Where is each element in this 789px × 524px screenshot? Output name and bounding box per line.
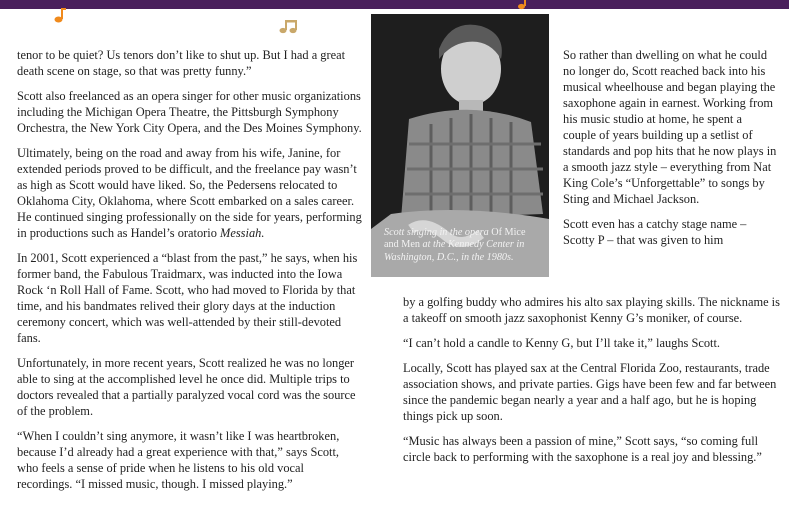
right-column [563,47,777,248]
paragraph: Scott also freelanced as an opera singer for other music organizations including the Michigan Opera Theatre, the Pittsburgh Symphony Orchestra, the New York City Opera, and the Des Moines Symphony. [17,89,362,135]
paragraph: tenor to be quiet? Us tenors don’t like to shut up. But I had a great death scene on stage, so that was pretty funny.” [17,48,346,78]
paragraph: by a golfing buddy who admires his alto sax playing skills. The nickname is a takeoff on smooth jazz saxophonist Kenny G’s moniker, of course. [403,295,780,325]
photo-caption [384,227,542,265]
performance-photo [371,14,549,277]
caption-text: Scott singing in the opera [384,226,492,238]
paragraph: “Music has always been a passion of mine,” Scott says, “so coming full circle back to performing with the saxophone is a real joy and blessing.” [403,434,762,464]
caption-text: at the Kennedy Center in Washington, D.C., in the 1980s. [384,239,525,263]
bottom-column [403,294,781,474]
paragraph: In 2001, Scott experienced a “blast from the past,” he says, when his former band, the Fabulous Traidmarx, was inducted into the Iowa Rock ‘n Roll Hall of Fame. Scott, who had moved to Florida by that time, and his bandmates relived their glory days at the induction ceremony concert, which was well-attended by their still-devoted fans. [17,251,358,345]
opera-title: Of Mice and Men [384,226,526,250]
paragraph: Unfortunately, in more recent years, Scott realized he was no longer able to sing at the accomplished level he once did. Multiple trips to doctors revealed that a partially paralyzed vocal cord was the source of the problem. [17,356,356,418]
paragraph: So rather than dwelling on what he could no longer do, Scott reached back into his musical wheelhouse and began playing the saxophone again in earnest. Working from his music studio at home, he spent a couple of years building up a setlist of standards and pop hits that he now plays in a smooth jazz style – everything from Nat King Cole’s “Unforgettable” to songs by Sting and Michael Jackson. [563,48,777,206]
left-column [17,47,362,501]
music-note-icon [517,0,529,10]
paragraph-text: Ultimately, being on the road and away from his wife, Janine, for extended periods proved to be difficult, and the freelance pay wasn’t as high as Scott would have liked. So, the Pedersens relocated to Oklahoma City, Oklahoma, where Scott embarked on a sales career. He continued singing professionally on the side for years, performing in productions such as Handel’s oratorio [17,146,362,240]
paragraph [17,145,362,241]
music-note-icon [53,7,67,23]
paragraph: “When I couldn’t sing anymore, it wasn’t like I was heartbroken, because I’d already had a great experience with that,” says Scott, who feels a sense of pride when he listens to his old vocal recordings. “I missed music, though. I missed playing.” [17,429,340,491]
header-banner [0,0,789,9]
paragraph: Locally, Scott has played sax at the Central Florida Zoo, restaurants, trade association shows, and private parties. Gigs have been few and far between since the pandemic began nearly a year and a half ago, but he is hoping things pick up soon. [403,361,777,423]
paragraph: Scott even has a catchy stage name – Scotty P – that was given to him [563,217,747,247]
music-note-icon [279,19,299,35]
oratorio-title: Messiah. [220,226,265,240]
paragraph: “I can’t hold a candle to Kenny G, but I’ll take it,” laughs Scott. [403,336,721,350]
